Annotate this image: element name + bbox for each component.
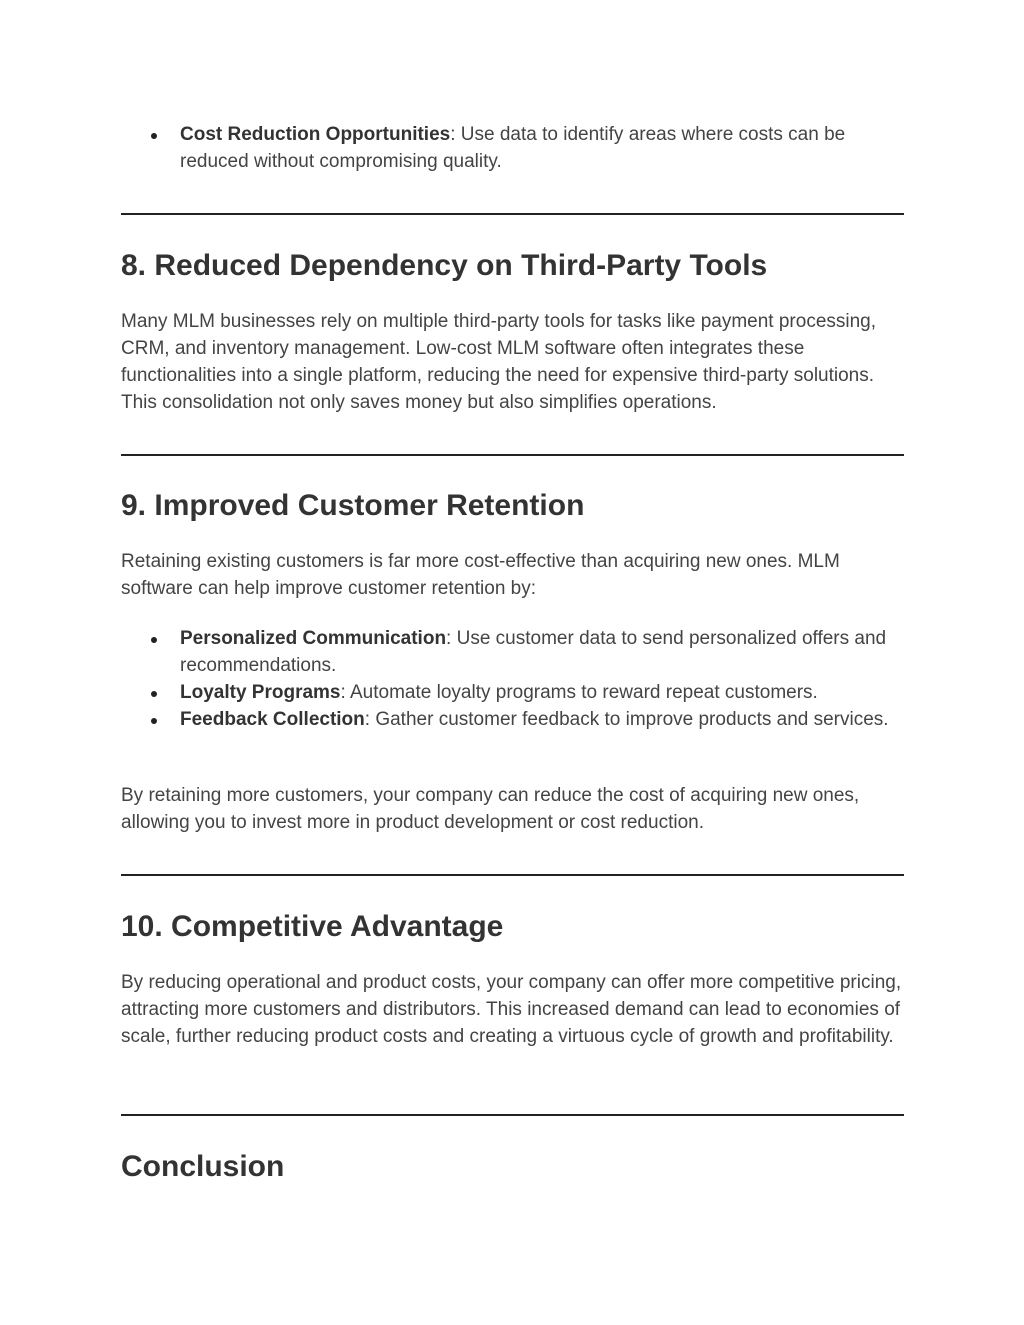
list-item (121, 679, 904, 706)
list-item-desc: : Use data to identify areas where costs can be reduced without compromising quality. (180, 124, 846, 172)
retention-list (121, 625, 904, 733)
divider (121, 454, 904, 456)
conclusion-heading: Conclusion (121, 1150, 285, 1183)
section-9-outro: By retaining more customers, your company can reduce the cost of acquiring new ones, allowing you to invest more in product development or cost reduction. (121, 785, 860, 833)
list-item (121, 121, 904, 175)
divider (121, 874, 904, 876)
divider (121, 213, 904, 215)
list-item-desc: : Gather customer feedback to improve products and services. (364, 709, 889, 730)
list-item-term: Cost Reduction Opportunities (180, 124, 451, 145)
section-9-heading: 9. Improved Customer Retention (121, 489, 585, 522)
cost-list (121, 121, 904, 175)
list-item-term: Loyalty Programs (180, 682, 341, 703)
list-item-desc: : Automate loyalty programs to reward repeat customers. (340, 682, 818, 703)
section-10-paragraph: By reducing operational and product costs, your company can offer more competitive pricing, attracting more customers and distributors. This increased demand can lead to economies of scale, further reducing product costs and creating a virtuous cycle of growth and profitability. (121, 972, 902, 1047)
list-item-term: Feedback Collection (180, 709, 365, 730)
list-item (121, 625, 904, 679)
list-item (121, 706, 904, 733)
section-9-intro: Retaining existing customers is far more cost-effective than acquiring new ones. MLM software can help improve customer retention by: (121, 551, 840, 599)
list-item-term: Personalized Communication (180, 628, 447, 649)
list-item-desc: : Use customer data to send personalized offers and recommendations. (180, 628, 887, 676)
section-8-heading: 8. Reduced Dependency on Third-Party Tools (121, 249, 768, 282)
divider (121, 1114, 904, 1116)
section-8-paragraph: Many MLM businesses rely on multiple third-party tools for tasks like payment processing, CRM, and inventory management. Low-cost MLM software often integrates these functionalities into a single platform, reducing the need for expensive third-party solutions. This consolidation not only saves money but also simplifies operations. (121, 311, 877, 413)
section-10-heading: 10. Competitive Advantage (121, 910, 504, 943)
